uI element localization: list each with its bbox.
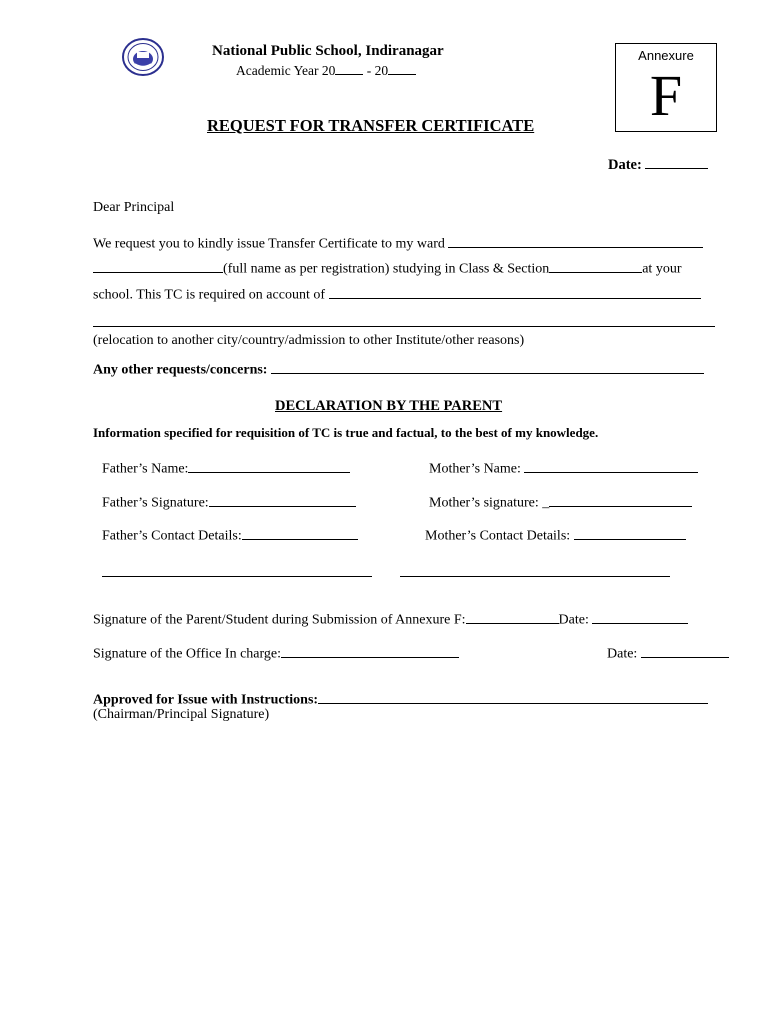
academic-year xyxy=(236,62,416,79)
request-line-2-text: (full name as per registration) studying in Class & Section xyxy=(223,261,550,277)
mothers-name-row xyxy=(429,459,698,478)
fathers-name-row xyxy=(102,459,350,478)
class-section-blank[interactable] xyxy=(549,259,642,273)
academic-year-start-blank[interactable] xyxy=(335,62,363,75)
fathers-name-blank[interactable] xyxy=(188,459,350,473)
other-requests-row xyxy=(93,360,704,379)
other-requests-label: Any other requests/concerns: xyxy=(93,362,268,378)
school-name: National Public School, Indiranagar xyxy=(212,43,444,59)
office-date-blank[interactable] xyxy=(641,644,729,658)
ward-name-continue-blank[interactable] xyxy=(93,259,223,273)
request-line-2-end: at your xyxy=(642,261,682,277)
request-line-3 xyxy=(93,285,701,304)
date-blank[interactable] xyxy=(645,155,708,169)
approved-label: Approved for Issue with Instructions: xyxy=(93,692,319,708)
office-signature-row xyxy=(93,644,459,663)
fathers-contact-row xyxy=(102,526,358,545)
academic-year-end-blank[interactable] xyxy=(388,62,416,75)
other-requests-blank[interactable] xyxy=(271,360,704,374)
fathers-signature-row xyxy=(102,493,356,512)
ward-name-blank[interactable] xyxy=(448,234,703,248)
mothers-signature-label: Mother’s signature: _ xyxy=(429,495,550,511)
father-contact-continue-line[interactable] xyxy=(102,576,372,577)
office-signature-label: Signature of the Office In charge: xyxy=(93,646,282,662)
parent-signature-row xyxy=(93,610,688,629)
office-date-label: Date: xyxy=(607,646,638,662)
academic-year-mid: - 20 xyxy=(363,63,389,79)
request-line-1-text: We request you to kindly issue Transfer Certificate to my ward xyxy=(93,236,445,252)
mothers-name-blank[interactable] xyxy=(524,459,698,473)
parent-signature-blank[interactable] xyxy=(466,610,559,624)
annexure-letter: F xyxy=(649,63,683,128)
date-row xyxy=(608,155,708,174)
parent-signature-date-label: Date: xyxy=(558,612,589,628)
reasons-hint: (relocation to another city/country/admission to other Institute/other reasons) xyxy=(93,333,525,348)
fathers-name-label: Father’s Name: xyxy=(102,461,189,477)
approved-blank[interactable] xyxy=(318,690,708,704)
parent-signature-label: Signature of the Parent/Student during Submission of Annexure F: xyxy=(93,612,466,628)
reason-continue-line[interactable] xyxy=(93,326,715,327)
approver-caption: (Chairman/Principal Signature) xyxy=(93,707,270,722)
mothers-contact-blank[interactable] xyxy=(574,526,686,540)
approved-row xyxy=(93,690,708,709)
fathers-contact-blank[interactable] xyxy=(242,526,358,540)
mothers-contact-row xyxy=(425,526,686,545)
mothers-name-label: Mother’s Name: xyxy=(429,461,521,477)
parent-signature-date-blank[interactable] xyxy=(592,610,688,624)
request-line-3-text: school. This TC is required on account of xyxy=(93,287,325,303)
academic-year-prefix: Academic Year 20 xyxy=(236,63,336,79)
office-signature-blank[interactable] xyxy=(281,644,459,658)
reason-blank[interactable] xyxy=(329,285,701,299)
school-logo xyxy=(122,38,164,76)
request-line-2 xyxy=(93,259,681,278)
request-line-1 xyxy=(93,234,703,253)
mothers-signature-blank[interactable] xyxy=(549,493,692,507)
fathers-signature-label: Father’s Signature: xyxy=(102,495,209,511)
declaration-info: Information specified for requisition of TC is true and factual, to the best of my knowledge. xyxy=(93,425,599,440)
annexure-label: Annexure xyxy=(638,48,694,63)
declaration-title: DECLARATION BY THE PARENT xyxy=(275,398,503,414)
salutation: Dear Principal xyxy=(93,200,175,215)
annexure-box xyxy=(615,43,717,132)
date-label: Date: xyxy=(608,157,642,174)
fathers-signature-blank[interactable] xyxy=(209,493,356,507)
page-title: REQUEST FOR TRANSFER CERTIFICATE xyxy=(207,116,535,135)
mothers-contact-label: Mother’s Contact Details: xyxy=(425,528,571,544)
fathers-contact-label: Father’s Contact Details: xyxy=(102,528,242,544)
office-date-row xyxy=(607,644,729,663)
mother-contact-continue-line[interactable] xyxy=(400,576,670,577)
mothers-signature-row xyxy=(429,493,692,512)
